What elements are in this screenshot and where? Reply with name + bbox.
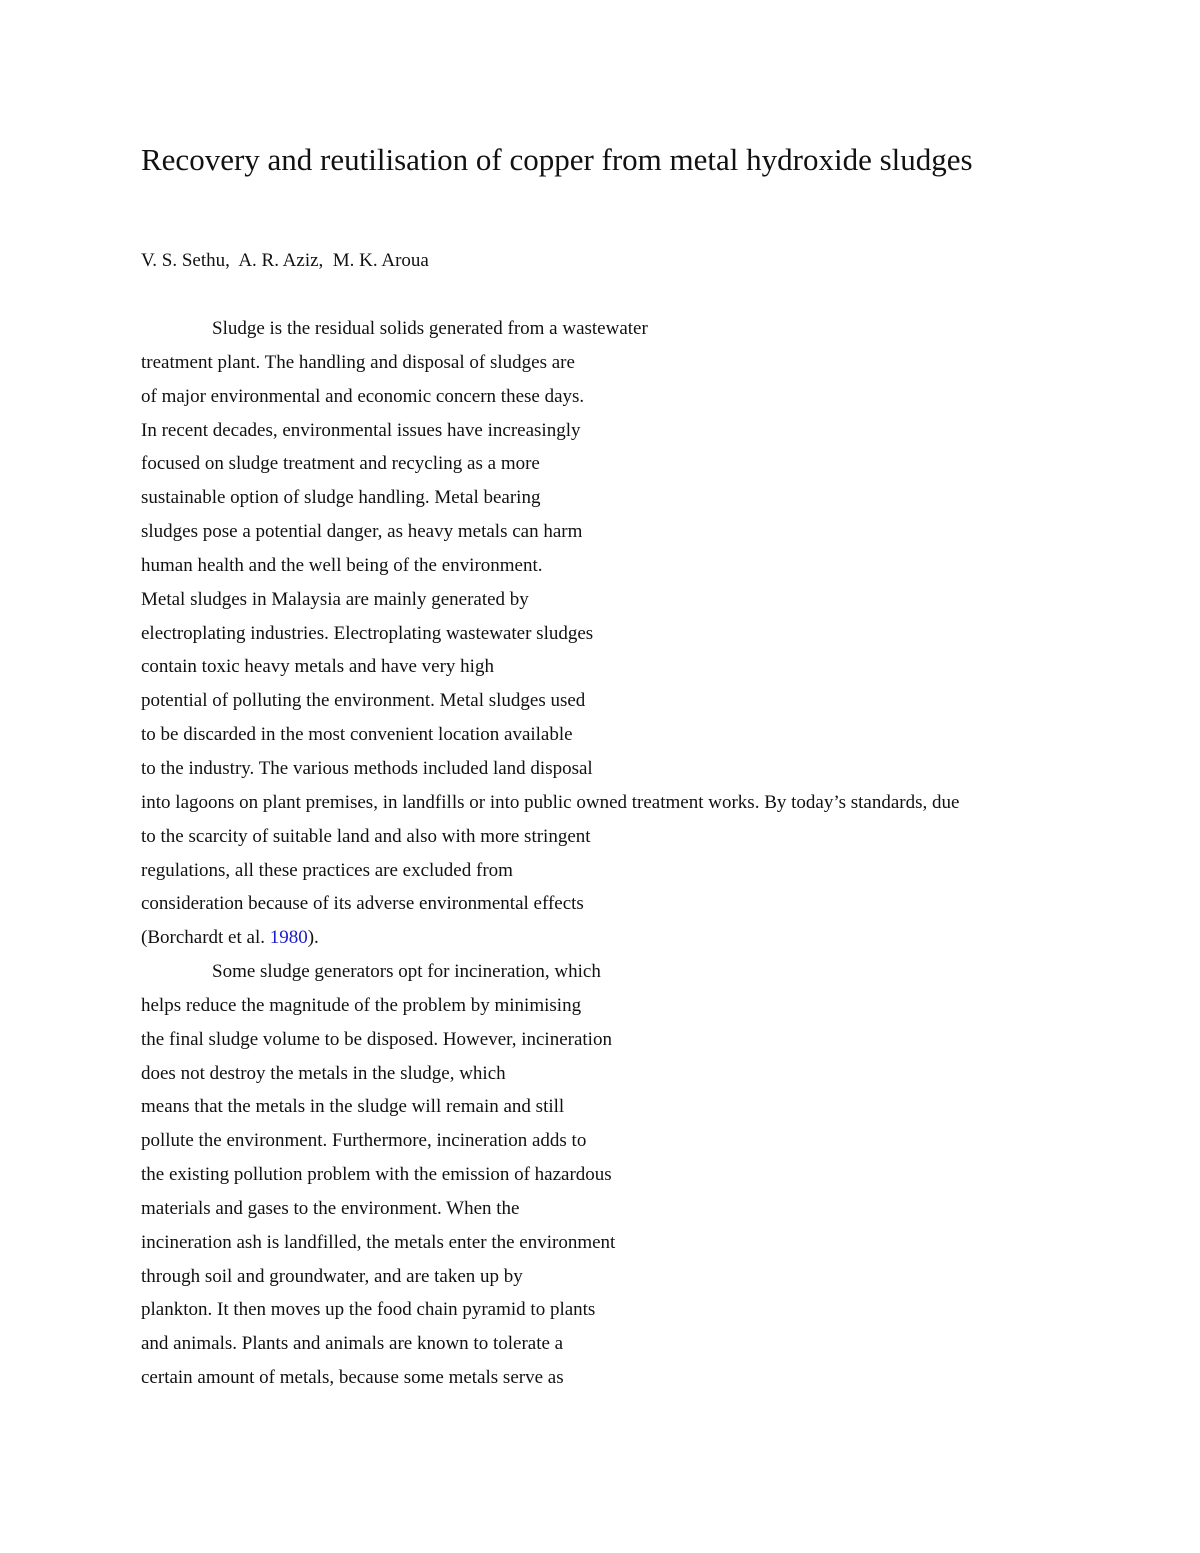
paragraph-line: into lagoons on plant premises, in landfills or into public owned treatment works. By today’s standards, due [141, 791, 960, 813]
paragraph-line: Some sludge generators opt for incineration, which [212, 961, 601, 983]
paragraph-line: to the scarcity of suitable land and also with more stringent [141, 825, 591, 847]
paragraph-line: focused on sludge treatment and recycling as a more [141, 453, 540, 475]
author-list: V. S. Sethu, A. R. Aziz, M. K. Aroua [141, 250, 429, 271]
paragraph-line: regulations, all these practices are excluded from [141, 859, 513, 881]
body-text [141, 312, 1141, 1395]
paragraph-line: does not destroy the metals in the sludge, which [141, 1062, 506, 1084]
paragraph-line: the existing pollution problem with the emission of hazardous [141, 1164, 612, 1186]
paragraph-line: electroplating industries. Electroplating wastewater sludges [141, 622, 594, 644]
paragraph-line: consideration because of its adverse environmental effects [141, 893, 584, 915]
paper-title: Recovery and reutilisation of copper from metal hydroxide sludges [141, 142, 973, 177]
citation-suffix: ). [307, 927, 319, 949]
paragraph-line: through soil and groundwater, and are taken up by [141, 1265, 523, 1287]
citation-prefix: (Borchardt et al. [141, 927, 270, 949]
paragraph-1 [141, 312, 1141, 955]
paragraph-line: Metal sludges in Malaysia are mainly generated by [141, 588, 529, 610]
paragraph-line: the final sludge volume to be disposed. However, incineration [141, 1028, 612, 1050]
paragraph-line: sustainable option of sludge handling. Metal bearing [141, 487, 541, 509]
paragraph-line: Sludge is the residual solids generated from a wastewater [212, 318, 648, 339]
paragraph-line: means that the metals in the sludge will remain and still [141, 1096, 565, 1118]
paragraph-line: contain toxic heavy metals and have very high [141, 656, 494, 678]
paragraph-line: potential of polluting the environment. Metal sludges used [141, 690, 586, 712]
paragraph-line: human health and the well being of the environment. [141, 554, 543, 576]
citation-line [141, 921, 1141, 955]
paragraph-line: incineration ash is landfilled, the metals enter the environment [141, 1231, 616, 1253]
paragraph-line: sludges pose a potential danger, as heavy metals can harm [141, 521, 583, 543]
paragraph-line: to be discarded in the most convenient location available [141, 724, 573, 746]
paragraph-line: helps reduce the magnitude of the problem by minimising [141, 994, 582, 1016]
paragraph-line: of major environmental and economic concern these days. [141, 385, 585, 407]
paragraph-line: pollute the environment. Furthermore, incineration adds to [141, 1130, 587, 1152]
paragraph-line: plankton. It then moves up the food chain pyramid to plants [141, 1299, 596, 1321]
paragraph-line: materials and gases to the environment. When the [141, 1197, 520, 1219]
paragraph-line: treatment plant. The handling and disposal of sludges are [141, 351, 575, 373]
paragraph-line: In recent decades, environmental issues have increasingly [141, 419, 581, 441]
citation-year-link[interactable]: 1980 [269, 927, 308, 949]
paragraph-line: to the industry. The various methods included land disposal [141, 757, 593, 779]
paragraph-line: certain amount of metals, because some metals serve as [141, 1367, 564, 1389]
paragraph-2 [141, 955, 1141, 1395]
paragraph-line: and animals. Plants and animals are known to tolerate a [141, 1333, 564, 1355]
